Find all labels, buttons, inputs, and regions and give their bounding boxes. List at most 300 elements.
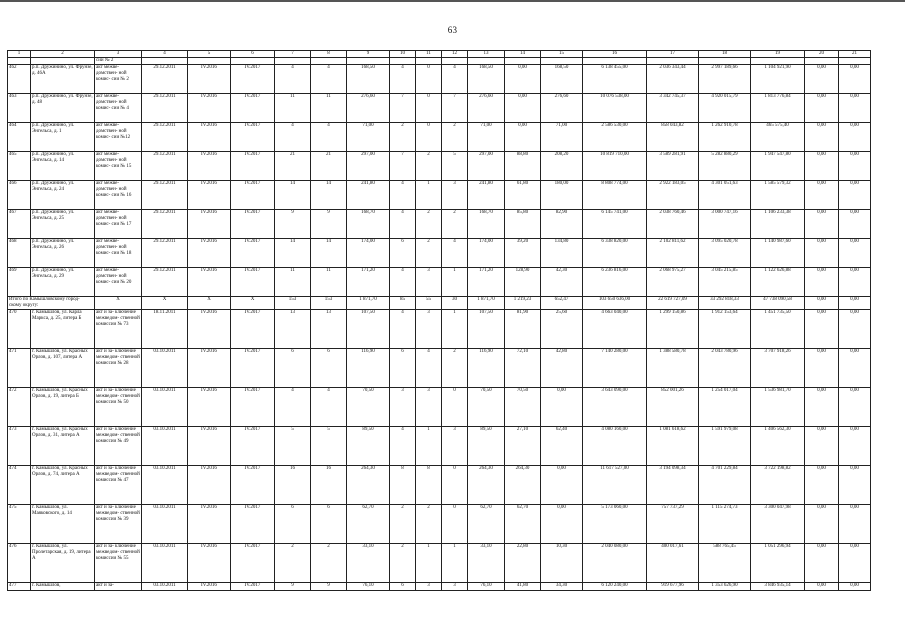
value-cell-c14: 88,80 [505, 152, 541, 181]
value-cell-c5: IV.2016 [188, 123, 231, 152]
value-cell-c18: 1 262 910,78 [699, 123, 751, 152]
table-row [8, 583, 871, 591]
value-cell-c21: 0,00 [839, 210, 871, 239]
value-cell-c16: 6 236 816,00 [583, 268, 647, 297]
value-cell-date: 03.10.2011 [142, 466, 188, 505]
value-cell-c8: 21 [311, 152, 347, 181]
value-cell-c9: 168,70 [347, 210, 390, 239]
value-cell-c20: 0,00 [805, 210, 839, 239]
value-cell-c7: 13 [275, 310, 311, 349]
row-number-cell: 475 [8, 505, 31, 544]
value-cell-c15: 82,90 [541, 210, 583, 239]
value-cell-c10: 7 [390, 94, 416, 123]
value-cell-date: 29.12.2011 [142, 94, 188, 123]
value-cell-c17: 3 589 281,91 [647, 152, 699, 181]
value-cell-c5: IV.2016 [188, 268, 231, 297]
value-cell-c6: IV.2017 [231, 466, 275, 505]
column-number-cell: 21 [839, 51, 871, 58]
value-cell-c6: IV.2017 [231, 583, 275, 591]
document-cell: акт межве- домствен- ной комис- сии № 17 [95, 210, 142, 239]
column-number-cell: 14 [505, 51, 541, 58]
value-cell-c12: 4 [442, 65, 468, 94]
value-cell-c12: 0 [442, 388, 468, 427]
total-cell-c15: 652,47 [541, 297, 583, 310]
value-cell-c9: 241,80 [347, 181, 390, 210]
value-cell-c7: 11 [275, 94, 311, 123]
value-cell-c16: 7 140 280,00 [583, 349, 647, 388]
value-cell-date: 03.10.2011 [142, 583, 188, 591]
value-cell-c6: IV.2017 [231, 239, 275, 268]
value-cell-c7: 9 [275, 583, 311, 591]
address-cell: г. Камышлов, ул. Красных Орлов, д. 19, литера Б [31, 388, 95, 427]
value-cell-c21: 0,00 [839, 65, 871, 94]
value-cell-c15: 10,30 [541, 544, 583, 583]
value-cell-c15: 168,50 [541, 65, 583, 94]
value-cell-c18: 4 701 229,84 [699, 466, 751, 505]
value-cell-c11: 1 [416, 544, 442, 583]
value-cell-c15: 0,00 [541, 388, 583, 427]
value-cell-c16: 11 617 527,00 [583, 466, 647, 505]
value-cell-date: 03.10.2011 [142, 505, 188, 544]
value-cell-c13: 70,50 [468, 388, 505, 427]
value-cell-c17: 858 043,82 [647, 123, 699, 152]
value-cell-c17: 757 737,29 [647, 505, 699, 544]
value-cell-c19: 1 813 776,84 [751, 94, 805, 123]
value-cell-c10: 4 [390, 427, 416, 466]
value-cell-c9: 70,50 [347, 388, 390, 427]
value-cell-c21: 0,00 [839, 427, 871, 466]
value-cell-c11: 4 [416, 349, 442, 388]
value-cell-c18: 1 115 274,73 [699, 505, 751, 544]
value-cell-c21: 0,00 [839, 123, 871, 152]
value-cell-c17: 2 036 343,44 [647, 65, 699, 94]
total-label: Итого по Камышловскому город- скому округу: [8, 297, 95, 310]
document-cell: акт и за- ключение межведом- ственной комиссии № 73 [95, 310, 142, 349]
address-cell: г. Камышлов, ул. Пролетарская, д. 19, литера А [31, 544, 95, 583]
value-cell-c5: IV.2016 [188, 583, 231, 591]
document-cell: акт межве- домствен- ной комис- сии № 20 [95, 268, 142, 297]
value-cell-c17: 1 388 580,78 [647, 349, 699, 388]
address-cell: р.п. Дружинино, ул. Энгельса, д. 25 [31, 210, 95, 239]
value-cell-c15: 62,40 [541, 427, 583, 466]
page-number: 63 [447, 25, 458, 35]
value-cell-c8: 16 [311, 466, 347, 505]
value-cell-c13: 297,00 [468, 152, 505, 181]
value-cell-c17: 3 194 098,34 [647, 466, 699, 505]
value-cell-c6: IV.2017 [231, 505, 275, 544]
value-cell-c18: 1 353 626,90 [699, 583, 751, 591]
value-cell-date: 29.12.2011 [142, 268, 188, 297]
value-cell-c15: 276,60 [541, 94, 583, 123]
value-cell-c5: IV.2016 [188, 466, 231, 505]
value-cell-c15: 0,00 [541, 505, 583, 544]
value-cell-c19: 3 846 935,14 [751, 583, 805, 591]
value-cell-c9: 76,10 [347, 583, 390, 591]
value-cell-c6: IV.2017 [231, 544, 275, 583]
value-cell-c17: 400 017,61 [647, 544, 699, 583]
value-cell-c20: 0,00 [805, 544, 839, 583]
value-cell-c12: 7 [442, 94, 468, 123]
value-cell-date: 29.12.2011 [142, 239, 188, 268]
address-cell: р.п. Дружинино, ул. Фрунзе, д. 46А [31, 65, 95, 94]
value-cell-c19: 1 451 735,50 [751, 310, 805, 349]
value-cell-c8: 5 [311, 427, 347, 466]
row-number-cell: 472 [8, 388, 31, 427]
value-cell-c11: 3 [416, 583, 442, 591]
value-cell-c19: 1 122 626,88 [751, 268, 805, 297]
value-cell-c13: 76,10 [468, 583, 505, 591]
value-cell-c18: 4 301 051,63 [699, 181, 751, 210]
value-cell-c7: 11 [275, 268, 311, 297]
total-cell-c11: 55 [416, 297, 442, 310]
column-number-cell: 13 [468, 51, 505, 58]
table-row [8, 94, 871, 123]
value-cell-c12: 0 [442, 466, 468, 505]
value-cell-c11: 2 [416, 210, 442, 239]
value-cell-c12: 0 [442, 505, 468, 544]
value-cell-c18: 1 254 017,04 [699, 388, 751, 427]
value-cell-c17: 852 001,26 [647, 388, 699, 427]
value-cell-c15: 42,30 [541, 268, 583, 297]
total-cell-c21: 0,00 [839, 297, 871, 310]
value-cell-c7: 6 [275, 505, 311, 544]
value-cell-c14: 22,80 [505, 544, 541, 583]
value-cell-c7: 9 [275, 210, 311, 239]
value-cell-c6: IV.2017 [231, 210, 275, 239]
value-cell-c8: 14 [311, 181, 347, 210]
value-cell-c9: 297,00 [347, 152, 390, 181]
value-cell-c21: 0,00 [839, 94, 871, 123]
value-cell-c14: 39,20 [505, 239, 541, 268]
value-cell-c21: 0,00 [839, 181, 871, 210]
value-cell-c6: IV.2017 [231, 310, 275, 349]
value-cell-c8: 9 [311, 583, 347, 591]
value-cell-c15: 42,80 [541, 349, 583, 388]
value-cell-c17: 1 081 618,62 [647, 427, 699, 466]
value-cell-c5: IV.2016 [188, 181, 231, 210]
total-row [8, 297, 871, 310]
total-cell-c6: X [231, 297, 275, 310]
value-cell-c7: 4 [275, 123, 311, 152]
document-cell: акт и за- ключение межведом- ственной комиссии № 50 [95, 388, 142, 427]
column-number-cell: 12 [442, 51, 468, 58]
value-cell-c8: 11 [311, 94, 347, 123]
value-cell-c10: 2 [390, 123, 416, 152]
value-cell-c9: 62,70 [347, 505, 390, 544]
value-cell-c20: 0,00 [805, 583, 839, 591]
table-row [8, 505, 871, 544]
column-number-cell: 9 [347, 51, 390, 58]
value-cell-c9: 168,50 [347, 65, 390, 94]
value-cell-c7: 4 [275, 388, 311, 427]
value-cell-c10: 7 [390, 152, 416, 181]
table-row [8, 349, 871, 388]
row-number-cell: 463 [8, 94, 31, 123]
value-cell-c11: 0 [416, 94, 442, 123]
row-number-cell: 466 [8, 181, 31, 210]
document-cell: акт и за- ключение межведом- ственной комиссии № 39 [95, 505, 142, 544]
value-cell-c18: 3 095 020,78 [699, 239, 751, 268]
column-number-cell: 11 [416, 51, 442, 58]
address-cell: р.п. Дружинино, ул. Энгельса, д. 29 [31, 268, 95, 297]
value-cell-c10: 6 [390, 239, 416, 268]
value-cell-c14: 70,50 [505, 388, 541, 427]
value-cell-date: 29.12.2011 [142, 152, 188, 181]
table-row [8, 181, 871, 210]
value-cell-c16: 6 145 741,00 [583, 210, 647, 239]
document-cell: акт межве- домствен- ной комис- сии № 2 [95, 65, 142, 94]
value-cell-c11: 2 [416, 505, 442, 544]
value-cell-c5: IV.2016 [188, 239, 231, 268]
value-cell-c16: 3 643 090,00 [583, 388, 647, 427]
row-number-cell: 474 [8, 466, 31, 505]
column-number-cell: 20 [805, 51, 839, 58]
value-cell-c18: 2 997 189,66 [699, 65, 751, 94]
value-cell-c14: 27,10 [505, 427, 541, 466]
column-number-cell: 17 [647, 51, 699, 58]
column-number-cell: 3 [95, 51, 142, 58]
total-cell-c17: 22 619 727,09 [647, 297, 699, 310]
value-cell-c14: 41,80 [505, 583, 541, 591]
document-cell: акт межве- домствен- ной комис- сии № 15 [95, 152, 142, 181]
value-cell-c19: 465 575,40 [751, 123, 805, 152]
value-cell-c21: 0,00 [839, 239, 871, 268]
address-cell: г. Камышлов, ул. Красных Орлов, д. 74, литера А [31, 466, 95, 505]
value-cell-c21: 0,00 [839, 388, 871, 427]
value-cell-c12: 4 [442, 239, 468, 268]
value-cell-c8: 6 [311, 505, 347, 544]
value-cell-c11: 3 [416, 310, 442, 349]
address-cell: р.п. Дружинино, ул. Энгельса, д. 26 [31, 239, 95, 268]
address-cell: р.п. Дружинино, ул. Фрунзе, д. 48 [31, 94, 95, 123]
address-cell: р.п. Дружинино, ул. Энгельса, д. 14 [31, 152, 95, 181]
value-cell-c16: 10 819 710,00 [583, 152, 647, 181]
value-cell-c7: 2 [275, 544, 311, 583]
total-cell-c16: 103 650 636,00 [583, 297, 647, 310]
table-row [8, 123, 871, 152]
total-cell-c19: 47 738 090,58 [751, 297, 805, 310]
value-cell-c5: IV.2016 [188, 427, 231, 466]
total-cell-c14: 1 219,23 [505, 297, 541, 310]
value-cell-c15: 134,80 [541, 239, 583, 268]
value-cell-c20: 0,00 [805, 349, 839, 388]
value-cell-c11: 1 [416, 427, 442, 466]
value-cell-c18: 1 591 979,08 [699, 427, 751, 466]
value-cell-c19: 3 300 047,98 [751, 505, 805, 544]
value-cell-c15: 208,20 [541, 152, 583, 181]
row-number-cell: 462 [8, 65, 31, 94]
value-cell-date: 03.10.2011 [142, 349, 188, 388]
value-cell-c13: 241,80 [468, 181, 505, 210]
value-cell-c11: 0 [416, 123, 442, 152]
document-cell: акт и за- [95, 583, 142, 591]
value-cell-c9: 89,50 [347, 427, 390, 466]
value-cell-c15: 34,30 [541, 583, 583, 591]
value-cell-c20: 0,00 [805, 65, 839, 94]
value-cell-c6: IV.2017 [231, 427, 275, 466]
value-cell-c6: IV.2017 [231, 349, 275, 388]
table-row [8, 544, 871, 583]
value-cell-c20: 0,00 [805, 94, 839, 123]
value-cell-c21: 0,00 [839, 544, 871, 583]
value-cell-c13: 62,70 [468, 505, 505, 544]
value-cell-c8: 9 [311, 210, 347, 239]
value-cell-date: 03.10.2011 [142, 427, 188, 466]
value-cell-c9: 171,20 [347, 268, 390, 297]
value-cell-c20: 0,00 [805, 268, 839, 297]
document-cell: акт межве- домствен- ной комис- сии № 4 [95, 94, 142, 123]
value-cell-c11: 3 [416, 268, 442, 297]
column-number-cell: 18 [699, 51, 751, 58]
value-cell-c21: 0,00 [839, 152, 871, 181]
value-cell-c9: 174,00 [347, 239, 390, 268]
column-number-cell: 6 [231, 51, 275, 58]
row-number-cell: 476 [8, 544, 31, 583]
value-cell-c19: 1 051 296,94 [751, 544, 805, 583]
value-cell-c15: 0,00 [541, 466, 583, 505]
value-cell-c17: 1 299 150,86 [647, 310, 699, 349]
column-number-cell: 4 [142, 51, 188, 58]
total-cell-c18: 33 292 818,33 [699, 297, 751, 310]
carry-over-row [8, 58, 871, 65]
document-cell: акт межве- домствен- ной комис- сии № 18 [95, 239, 142, 268]
value-cell-date: 29.12.2011 [142, 65, 188, 94]
carry-over-text: сии № 2 [95, 58, 142, 65]
value-cell-c17: 2 922 183,05 [647, 181, 699, 210]
value-cell-c13: 168,50 [468, 65, 505, 94]
value-cell-c21: 0,00 [839, 583, 871, 591]
value-cell-c16: 5 173 060,00 [583, 505, 647, 544]
value-cell-date: 18.11.2011 [142, 310, 188, 349]
value-cell-c9: 276,60 [347, 94, 390, 123]
value-cell-c16: 6 138 455,00 [583, 65, 647, 94]
value-cell-c14: 72,10 [505, 349, 541, 388]
document-cell: акт и за- ключение межведом- ственной комиссии № 49 [95, 427, 142, 466]
column-number-cell: 1 [8, 51, 31, 58]
value-cell-c18: 3 000 747,16 [699, 210, 751, 239]
value-cell-c7: 6 [275, 349, 311, 388]
value-cell-c18: 2 043 780,96 [699, 349, 751, 388]
value-cell-c13: 168,70 [468, 210, 505, 239]
total-cell-c9: 1 871,70 [347, 297, 390, 310]
column-number-cell: 19 [751, 51, 805, 58]
value-cell-c20: 0,00 [805, 505, 839, 544]
value-cell-c18: 4 920 015,79 [699, 94, 751, 123]
value-cell-c21: 0,00 [839, 505, 871, 544]
value-cell-c15: 180,00 [541, 181, 583, 210]
total-cell-c8: 153 [311, 297, 347, 310]
column-number-cell: 10 [390, 51, 416, 58]
value-cell-c8: 4 [311, 65, 347, 94]
value-cell-c20: 0,00 [805, 239, 839, 268]
value-cell-c12: 1 [442, 268, 468, 297]
value-cell-c14: 128,90 [505, 268, 541, 297]
value-cell-c9: 71,00 [347, 123, 390, 152]
value-cell-c19: 1 406 562,30 [751, 427, 805, 466]
value-cell-c19: 1 104 921,90 [751, 65, 805, 94]
value-cell-c19: 1 106 233,38 [751, 210, 805, 239]
table-row [8, 427, 871, 466]
value-cell-c5: IV.2016 [188, 152, 231, 181]
value-cell-c18: 5 282 880,29 [699, 152, 751, 181]
total-cell-c7: 153 [275, 297, 311, 310]
value-cell-c16: 8 808 774,00 [583, 181, 647, 210]
value-cell-c5: IV.2016 [188, 65, 231, 94]
value-cell-c13: 264,30 [468, 466, 505, 505]
row-number-cell: 464 [8, 123, 31, 152]
value-cell-c13: 71,00 [468, 123, 505, 152]
value-cell-c10: 2 [390, 505, 416, 544]
value-cell-c7: 16 [275, 466, 311, 505]
value-cell-c13: 276,60 [468, 94, 505, 123]
value-cell-c21: 0,00 [839, 349, 871, 388]
value-cell-c21: 0,00 [839, 268, 871, 297]
value-cell-c5: IV.2016 [188, 349, 231, 388]
total-cell-c4: X [142, 297, 188, 310]
value-cell-c10: 8 [390, 466, 416, 505]
value-cell-c15: 25,60 [541, 310, 583, 349]
value-cell-c11: 8 [416, 466, 442, 505]
value-cell-c14: 0,00 [505, 65, 541, 94]
value-cell-c20: 0,00 [805, 123, 839, 152]
value-cell-c10: 6 [390, 583, 416, 591]
value-cell-c10: 4 [390, 268, 416, 297]
value-cell-c9: 107,50 [347, 310, 390, 349]
value-cell-c13: 116,90 [468, 349, 505, 388]
value-cell-c16: 10 076 538,00 [583, 94, 647, 123]
value-cell-c8: 13 [311, 310, 347, 349]
value-cell-c11: 2 [416, 152, 442, 181]
value-cell-c6: IV.2017 [231, 94, 275, 123]
total-cell-c13: 1 871,70 [468, 297, 505, 310]
value-cell-c12: 2 [442, 123, 468, 152]
value-cell-c13: 171,20 [468, 268, 505, 297]
value-cell-c15: 71,00 [541, 123, 583, 152]
value-cell-c20: 0,00 [805, 427, 839, 466]
column-number-cell: 8 [311, 51, 347, 58]
value-cell-c20: 0,00 [805, 388, 839, 427]
row-number-cell: 477 [8, 583, 31, 591]
value-cell-c6: IV.2017 [231, 123, 275, 152]
value-cell-c17: 2 102 811,62 [647, 239, 699, 268]
value-cell-date: 29.12.2011 [142, 210, 188, 239]
value-cell-c19: 1 585 579,32 [751, 181, 805, 210]
value-cell-c13: 33,10 [468, 544, 505, 583]
housing-program-table-wrapper [7, 50, 871, 591]
value-cell-c20: 0,00 [805, 181, 839, 210]
value-cell-c14: 62,70 [505, 505, 541, 544]
value-cell-c11: 0 [416, 65, 442, 94]
value-cell-c19: 1 536 981,70 [751, 388, 805, 427]
address-cell: г. Камышлов, ул. Красных Орлов, д. 107, литера А [31, 349, 95, 388]
value-cell-c12: 2 [442, 210, 468, 239]
column-number-cell: 15 [541, 51, 583, 58]
value-cell-c20: 0,00 [805, 310, 839, 349]
value-cell-c14: 61,80 [505, 181, 541, 210]
value-cell-c12: 3 [442, 583, 468, 591]
total-cell-c5: X [188, 297, 231, 310]
value-cell-c18: 1 912 153,64 [699, 310, 751, 349]
address-cell: г. Камышлов, ул. Красных Орлов, д. 31, литера А [31, 427, 95, 466]
column-number-cell: 2 [31, 51, 95, 58]
value-cell-c12: 1 [442, 544, 468, 583]
value-cell-c13: 107,50 [468, 310, 505, 349]
address-cell: р.п. Дружинино, ул. Энгельса, д. 1 [31, 123, 95, 152]
value-cell-c11: 1 [416, 181, 442, 210]
table-row [8, 65, 871, 94]
value-cell-c8: 14 [311, 239, 347, 268]
housing-program-table [7, 50, 871, 591]
